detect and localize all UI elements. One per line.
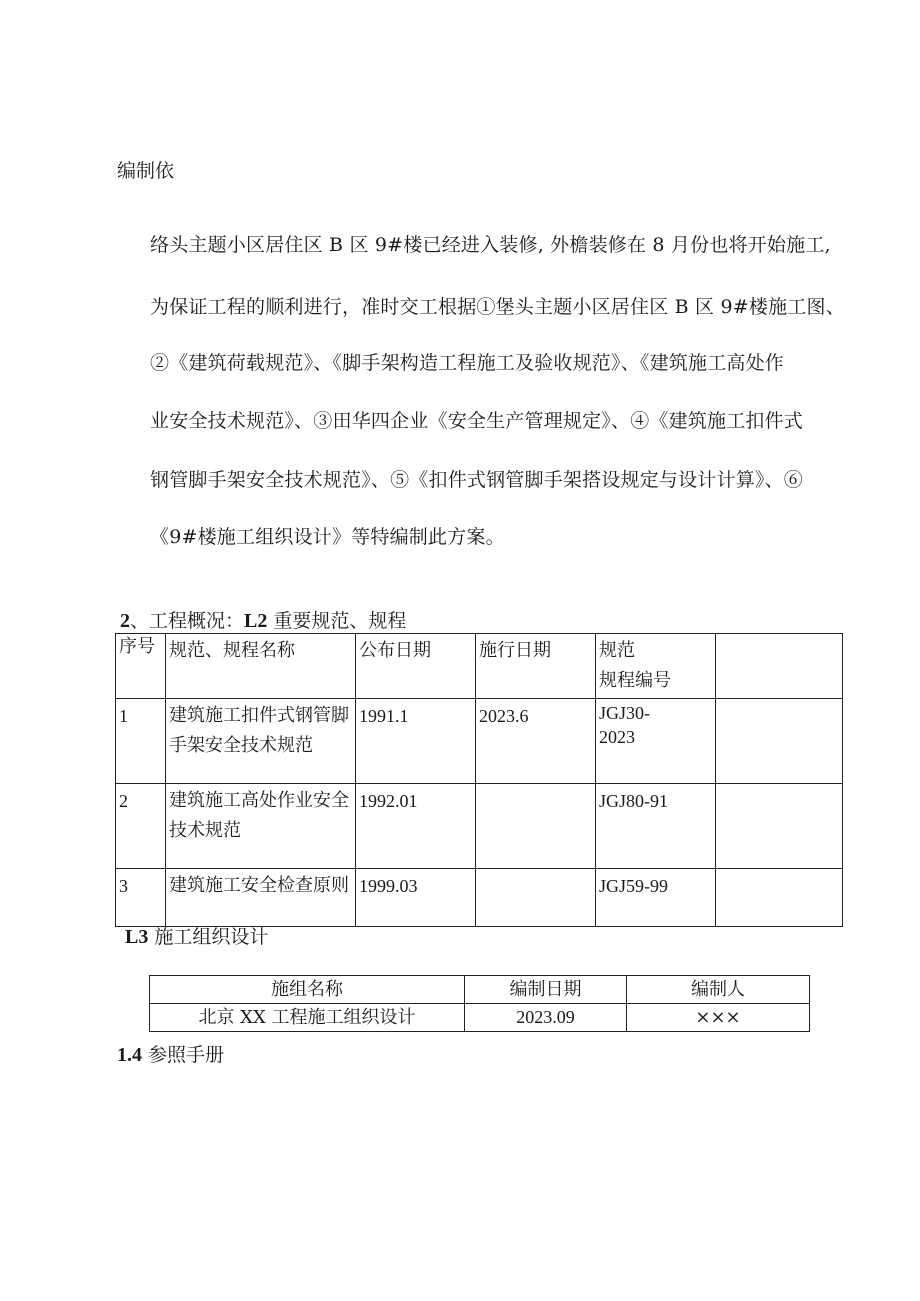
table-cell bbox=[716, 869, 843, 927]
table-cell: JGJ80-91 bbox=[596, 784, 716, 869]
header-cell: 施行日期 bbox=[476, 634, 596, 699]
section-1-4-title bbox=[117, 1040, 224, 1067]
paragraph-line: 为保证工程的顺利进行，准时交工根据①堡头主题小区居住区 B 区 9#楼施工图、 bbox=[150, 296, 845, 318]
paragraph-line: 钢管脚手架安全技术规范》、⑤《扣件式钢管脚手架搭设规定与设计计算》、⑥ bbox=[150, 469, 804, 491]
table-cell: 1991.1 bbox=[356, 699, 476, 784]
table-row bbox=[116, 869, 843, 927]
table-cell: 2023.6 bbox=[476, 699, 596, 784]
section-2-text: 、工程概况： bbox=[130, 610, 245, 632]
table-row bbox=[150, 1004, 810, 1032]
table-cell: 1992.01 bbox=[356, 784, 476, 869]
section-2-title bbox=[120, 606, 406, 633]
table-cell: 建筑施工安全检查原则 bbox=[166, 869, 356, 927]
org-design-table bbox=[149, 975, 810, 1032]
section-l3-text: 施工组织设计 bbox=[148, 926, 269, 948]
section-1-4-text: 参照手册 bbox=[142, 1044, 225, 1066]
table-row bbox=[116, 784, 843, 869]
table-cell: ××× bbox=[627, 1004, 810, 1032]
table-cell: 建筑施工扣件式钢管脚手架安全技术规范 bbox=[166, 699, 356, 784]
table-cell: JGJ59-99 bbox=[596, 869, 716, 927]
header-cell: 编制人 bbox=[627, 976, 810, 1004]
header-cell: 公布日期 bbox=[356, 634, 476, 699]
header-cell bbox=[716, 634, 843, 699]
table-cell: 3 bbox=[116, 869, 166, 927]
table-cell: 建筑施工高处作业安全技术规范 bbox=[166, 784, 356, 869]
section-l3-number: L3 bbox=[125, 926, 149, 948]
table-cell: 2023.09 bbox=[465, 1004, 627, 1032]
table-row bbox=[116, 699, 843, 784]
section-l2-text: 重要规范、规程 bbox=[267, 610, 407, 632]
section-1-4-number: 1.4 bbox=[117, 1044, 142, 1066]
table-cell: 2 bbox=[116, 784, 166, 869]
header-cell: 序号 bbox=[116, 634, 166, 699]
section-l2-number: L2 bbox=[244, 610, 268, 632]
paragraph-line: 络头主题小区居住区 B 区 9#楼已经进入装修, 外檐装修在 8 月份也将开始施工, bbox=[150, 234, 831, 256]
header-cell: 规范、规程名称 bbox=[166, 634, 356, 699]
header-cell: 施组名称 bbox=[150, 976, 465, 1004]
header-cell: 规范 规程编号 bbox=[596, 634, 716, 699]
doc-heading: 编制依 bbox=[117, 160, 175, 182]
section-l3-title bbox=[125, 922, 268, 949]
section-2-number: 2 bbox=[120, 610, 130, 632]
table-cell: 1 bbox=[116, 699, 166, 784]
table-cell bbox=[476, 869, 596, 927]
table-cell bbox=[716, 784, 843, 869]
standards-table bbox=[115, 633, 843, 927]
table-header-row bbox=[116, 634, 843, 699]
table-header-row bbox=[150, 976, 810, 1004]
table-cell: 1999.03 bbox=[356, 869, 476, 927]
table-cell bbox=[716, 699, 843, 784]
header-cell: 编制日期 bbox=[465, 976, 627, 1004]
table-cell: JGJ30- 2023 bbox=[596, 699, 716, 784]
paragraph-line: 《9#楼施工组织设计》等特编制此方案。 bbox=[150, 526, 505, 548]
paragraph-line: 业安全技术规范》、③田华四企业《安全生产管理规定》、④《建筑施工扣件式 bbox=[150, 410, 804, 432]
table-cell: 北京 XX 工程施工组织设计 bbox=[150, 1004, 465, 1032]
paragraph-line: ②《建筑荷载规范》、《脚手架构造工程施工及验收规范》、《建筑施工高处作 bbox=[150, 352, 785, 374]
table-cell bbox=[476, 784, 596, 869]
